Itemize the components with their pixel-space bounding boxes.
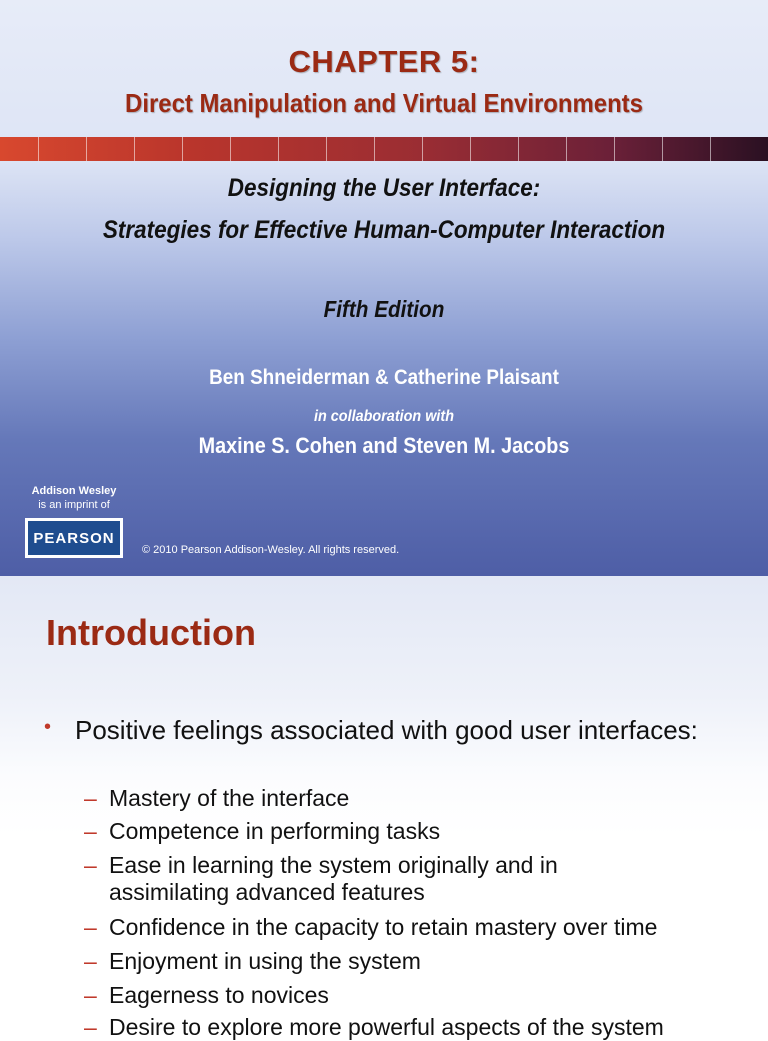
list-item-text: Ease in learning the system originally and in assimilating advanced features: [109, 852, 558, 905]
pearson-logo: [25, 518, 123, 558]
chapter-number: CHAPTER 5:: [288, 44, 480, 79]
list-item-text: Mastery of the interface: [109, 785, 350, 811]
bullet-icon: •: [44, 716, 52, 738]
stripe-divider: [710, 137, 711, 161]
chapter-title: Direct Manipulation and Virtual Environments: [125, 88, 643, 118]
stripe-divider: [326, 137, 327, 161]
stripe-divider: [566, 137, 567, 161]
decorative-stripe: [0, 137, 768, 161]
stripe-divider: [182, 137, 183, 161]
list-item-text: Enjoyment in using the system: [109, 948, 421, 974]
authors: Ben Shneiderman & Catherine Plaisant: [209, 366, 559, 389]
dash-icon: –: [84, 948, 97, 974]
stripe-divider: [86, 137, 87, 161]
introduction-slide: [0, 576, 768, 1040]
stripe-divider: [662, 137, 663, 161]
stripe-divider: [422, 137, 423, 161]
stripe-divider: [134, 137, 135, 161]
stripe-divider: [614, 137, 615, 161]
dash-icon: –: [84, 818, 97, 844]
stripe-divider: [38, 137, 39, 161]
edition: Fifth Edition: [323, 296, 445, 322]
collaboration-note: in collaboration with: [313, 408, 455, 425]
stripe-divider: [518, 137, 519, 161]
dash-icon: –: [84, 785, 97, 811]
copyright: © 2010 Pearson Addison-Wesley. All rights reserved.: [142, 544, 400, 556]
dash-icon: –: [84, 982, 97, 1008]
list-item-text: Desire to explore more powerful aspects of the system: [109, 1014, 664, 1040]
pearson-logo-text: PEARSON: [28, 521, 120, 555]
list-item-text: Eagerness to novices: [109, 982, 329, 1008]
list-item-text: Competence in performing tasks: [109, 818, 441, 844]
dash-icon: –: [84, 914, 97, 940]
slide-title: Introduction: [46, 612, 256, 653]
book-title-line1: Designing the User Interface:: [227, 174, 541, 202]
publisher-imprint-note: is an imprint of: [38, 499, 110, 511]
book-title-line2: Strategies for Effective Human-Computer Interaction: [102, 216, 666, 244]
coauthors: Maxine S. Cohen and Steven M. Jacobs: [198, 433, 570, 458]
stripe-divider: [374, 137, 375, 161]
dash-icon: –: [84, 1014, 97, 1040]
stripe-divider: [230, 137, 231, 161]
list-item-text: Confidence in the capacity to retain mastery over time: [109, 914, 658, 940]
publisher-name: Addison Wesley: [31, 485, 117, 497]
main-bullet-text: Positive feelings associated with good user interfaces:: [75, 715, 698, 745]
stripe-divider: [278, 137, 279, 161]
stripe-divider: [470, 137, 471, 161]
dash-icon: –: [84, 852, 97, 878]
